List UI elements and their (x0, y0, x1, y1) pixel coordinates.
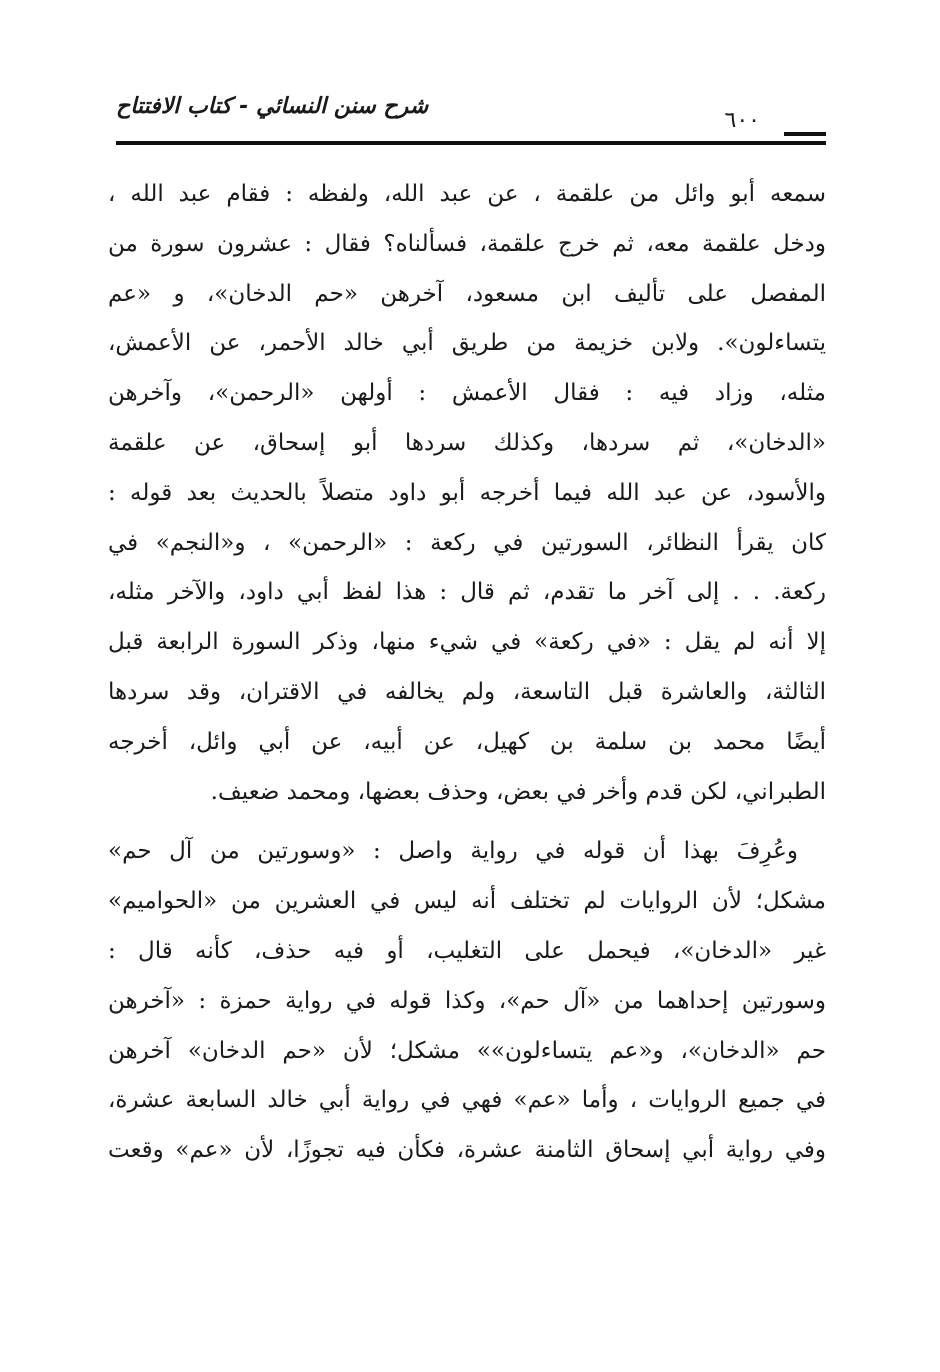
text-line: وعُرِفَ بهذا أن قوله في رواية واصل : «وسورتين من آل حم» (108, 838, 798, 865)
text-line: المفصل على تأليف ابن مسعود، آخرهن «حم الدخان»، و «عم (108, 280, 826, 307)
text-line: مثله، وزاد فيه : فقال الأعمش : أولهن «الرحمن»، وآخرهن (108, 380, 826, 407)
text-line: إلا أنه لم يقل : «في ركعة» في شيء منها، وذكر السورة الرابعة قبل (108, 629, 826, 656)
text-line: ركعة. . . إلى آخر ما تقدم، ثم قال : هذا لفظ أبي داود، والآخر مثله، (108, 579, 826, 606)
paragraph-gap (108, 817, 826, 827)
text-line: سمعه أبو وائل من علقمة ، عن عبد الله، ولفظه : فقام عبد الله ، (108, 181, 826, 207)
text-line: الطبراني، لكن قدم وأخر في بعض، وحذف بعضها، ومحمد ضعيف. (210, 778, 826, 805)
text-line: يتساءلون». ولابن خزيمة من طريق أبي خالد الأحمر، عن الأعمش، (108, 330, 826, 357)
text-line: «الدخان»، ثم سردها، وكذلك سردها أبو إسحاق، عن علقمة (108, 429, 826, 456)
text-line: في جميع الروايات ، وأما «عم» فهي في رواية أبي خالد السابعة عشرة، (108, 1087, 826, 1114)
header-rule (116, 141, 826, 145)
text-line: حم «الدخان»، و«عم يتساءلون»» مشكل؛ لأن «حم الدخان» آخرهن (108, 1037, 826, 1064)
text-line: وفي رواية أبي إسحاق الثامنة عشرة، فكأن فيه تجوزًا، لأن «عم» وقعت (108, 1137, 826, 1164)
paragraph-2 (108, 827, 826, 1176)
text-line: والأسود، عن عبد الله فيما أخرجه أبو داود متصلاً بالحديث بعد قوله : (108, 479, 826, 506)
body-text (108, 170, 826, 1176)
text-line: وسورتين إحداهما من «آل حم»، وكذا قوله في رواية حمزة : «آخرهن (108, 987, 826, 1014)
running-title: شرح سنن النسائي - كتاب الافتتاح (116, 94, 429, 119)
text-line: أيضًا محمد بن سلمة بن كهيل، عن أبيه، عن أبي وائل، أخرجه (108, 728, 826, 755)
text-line: مشكل؛ لأن الروايات لم تختلف أنه ليس في العشرين من «الحواميم» (108, 888, 826, 915)
text-line: ودخل علقمة معه، ثم خرج علقمة، فسألناه؟ فقال : عشرون سورة من (108, 230, 826, 257)
paragraph-1 (108, 170, 826, 817)
page-number-dash (784, 132, 826, 136)
page-number: ٦٠٠ (724, 108, 760, 133)
running-head (116, 92, 826, 132)
text-line: الثالثة، والعاشرة قبل التاسعة، ولم يخالفه في الاقتران، وقد سردها (108, 678, 826, 705)
text-line: كان يقرأ النظائر، السورتين في ركعة : «الرحمن» ، و«النجم» في (108, 529, 826, 556)
text-line: غير «الدخان»، فيحمل على التغليب، أو فيه حذف، كأنه قال : (108, 937, 826, 964)
